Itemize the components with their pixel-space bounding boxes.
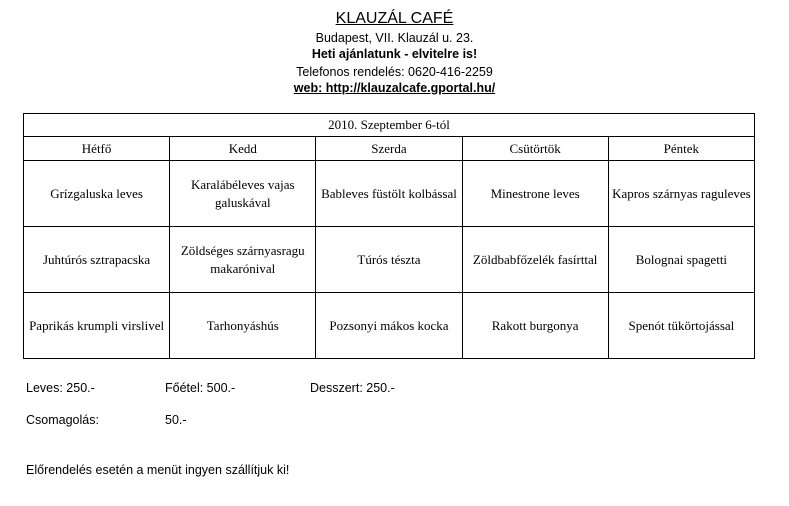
price-main: Főétel: 500.- — [165, 381, 236, 395]
dish-cell: Bableves füstölt kolbással — [316, 161, 462, 227]
dish-cell: Rakott burgonya — [462, 293, 608, 359]
dish-cell: Kapros szárnyas raguleves — [608, 161, 754, 227]
menu-date-row — [24, 114, 755, 137]
cafe-address: Budapest, VII. Klauzál u. 23. — [315, 31, 474, 45]
menu-row-soups — [24, 161, 755, 227]
packaging-label: Csomagolás: — [26, 413, 99, 427]
dish-cell: Spenót tükörtojással — [608, 293, 754, 359]
phone-order-text: Telefonos rendelés: 0620-416-2259 — [296, 65, 493, 79]
menu-row-mains-2 — [24, 293, 755, 359]
price-dessert: Desszert: 250.- — [310, 381, 395, 395]
dish-cell: Zöldséges szárnyasragu makarónival — [170, 227, 316, 293]
dish-cell: Grízgaluska leves — [24, 161, 170, 227]
day-tuesday: Kedd — [170, 137, 316, 161]
dish-cell: Pozsonyi mákos kocka — [316, 293, 462, 359]
dish-cell: Túrós tészta — [316, 227, 462, 293]
dish-cell: Zöldbabfőzelék fasírttal — [462, 227, 608, 293]
dish-cell: Bolognai spagetti — [608, 227, 754, 293]
day-wednesday: Szerda — [316, 137, 462, 161]
day-header-row — [24, 137, 755, 161]
cafe-name: KLAUZÁL CAFÉ — [335, 10, 454, 27]
weekly-menu-table — [23, 113, 755, 359]
menu-date-heading: 2010. Szeptember 6-tól — [24, 114, 755, 137]
website-link[interactable]: web: http://klauzalcafe.gportal.hu/ — [293, 81, 496, 95]
dish-cell: Paprikás krumpli virslivel — [24, 293, 170, 359]
price-soup: Leves: 250.- — [26, 381, 95, 395]
dish-cell: Minestrone leves — [462, 161, 608, 227]
free-delivery-note: Előrendelés esetén a menüt ingyen szállítjuk ki! — [26, 463, 290, 477]
menu-row-mains-1 — [24, 227, 755, 293]
day-monday: Hétfő — [24, 137, 170, 161]
dish-cell: Tarhonyáshús — [170, 293, 316, 359]
weekly-offer-text: Heti ajánlatunk - elvitelre is! — [311, 47, 478, 61]
dish-cell: Juhtúrós sztrapacska — [24, 227, 170, 293]
packaging-price: 50.- — [165, 413, 187, 427]
day-friday: Péntek — [608, 137, 754, 161]
day-thursday: Csütörtök — [462, 137, 608, 161]
dish-cell: Karalábéleves vajas galuskával — [170, 161, 316, 227]
